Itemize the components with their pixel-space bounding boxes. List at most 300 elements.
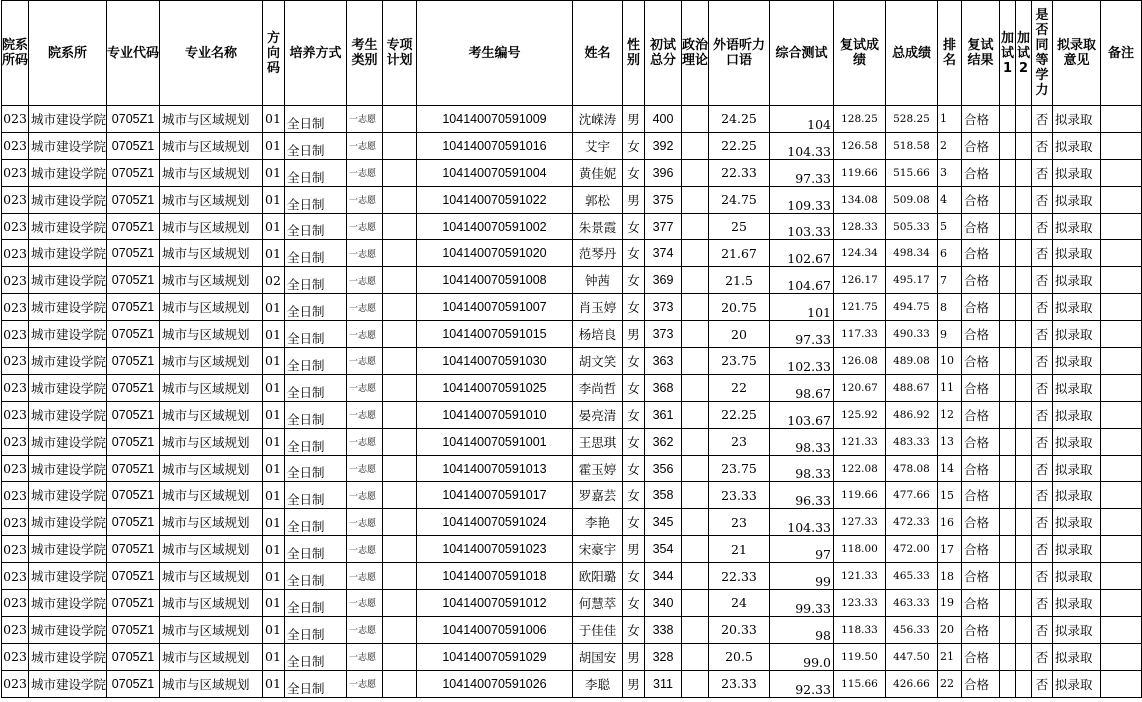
oral-score-cell: 20.75 [709,294,770,321]
special-plan-cell [383,482,417,509]
politics-score-cell [682,455,709,482]
retest-result-cell: 合格 [962,401,1000,428]
student-name-cell: 李聪 [573,670,623,697]
student-name-cell: 王思琪 [573,428,623,455]
extra-test-2-cell [1016,401,1032,428]
extra-test-1-cell [1000,267,1016,294]
header-cell: 考生编号 [417,1,573,106]
special-plan-cell [383,590,417,617]
major-code-cell: 0705Z1 [107,267,160,294]
equivalent-degree-cell: 否 [1032,509,1053,536]
dept-code-cell: 023 [2,670,29,697]
candidate-type-cell: 一志愿 [347,374,383,401]
special-plan-cell [383,455,417,482]
study-mode-cell: 全日制 [285,132,347,159]
major-name-cell: 城市与区域规划 [160,106,263,133]
candidate-id-cell: 104140070591030 [417,348,573,375]
student-name-cell: 何慧萃 [573,590,623,617]
rank-cell: 3 [938,159,962,186]
extra-test-1-cell [1000,186,1016,213]
admission-table [1,0,1142,698]
study-mode-cell: 全日制 [285,240,347,267]
direction-code-cell: 01 [263,590,285,617]
dept-code-cell: 023 [2,240,29,267]
study-mode-cell: 全日制 [285,213,347,240]
remarks-cell [1101,213,1142,240]
candidate-id-cell: 104140070591009 [417,106,573,133]
equivalent-degree-cell: 否 [1032,321,1053,348]
gender-cell: 女 [623,294,645,321]
extra-test-1-cell [1000,240,1016,267]
comprehensive-score-cell: 102.33 [770,348,834,375]
table-row [2,348,1142,375]
admission-opinion-cell: 拟录取 [1053,348,1101,375]
politics-score-cell [682,321,709,348]
total-score-cell: 495.17 [886,267,938,294]
study-mode-cell: 全日制 [285,186,347,213]
extra-test-2-cell [1016,267,1032,294]
oral-score-cell: 22.25 [709,132,770,159]
rank-cell: 2 [938,132,962,159]
extra-test-1-cell [1000,428,1016,455]
remarks-cell [1101,455,1142,482]
special-plan-cell [383,616,417,643]
total-score-cell: 426.66 [886,670,938,697]
dept-code-cell: 023 [2,321,29,348]
student-name-cell: 欧阳璐 [573,563,623,590]
gender-cell: 女 [623,509,645,536]
extra-test-2-cell [1016,455,1032,482]
dept-name-cell: 城市建设学院 [29,348,107,375]
candidate-type-cell: 一志愿 [347,321,383,348]
student-name-cell: 沈嵘涛 [573,106,623,133]
gender-cell: 男 [623,106,645,133]
extra-test-1-cell [1000,455,1016,482]
major-code-cell: 0705Z1 [107,428,160,455]
header-cell: 复试结果 [962,1,1000,106]
retest-result-cell: 合格 [962,670,1000,697]
politics-score-cell [682,670,709,697]
table-row [2,132,1142,159]
politics-score-cell [682,536,709,563]
equivalent-degree-cell: 否 [1032,348,1053,375]
total-score-cell: 494.75 [886,294,938,321]
prelim-score-cell: 338 [645,616,682,643]
major-code-cell: 0705Z1 [107,159,160,186]
retest-result-cell: 合格 [962,106,1000,133]
remarks-cell [1101,374,1142,401]
student-name-cell: 钟茜 [573,267,623,294]
table-row [2,616,1142,643]
candidate-type-cell: 一志愿 [347,106,383,133]
gender-cell: 女 [623,374,645,401]
extra-test-2-cell [1016,186,1032,213]
total-score-cell: 477.66 [886,482,938,509]
major-code-cell: 0705Z1 [107,509,160,536]
major-name-cell: 城市与区域规划 [160,132,263,159]
retest-score-cell: 128.33 [834,213,886,240]
politics-score-cell [682,294,709,321]
remarks-cell [1101,186,1142,213]
extra-test-2-cell [1016,590,1032,617]
comprehensive-score-cell: 104.67 [770,267,834,294]
comprehensive-score-cell: 96.33 [770,482,834,509]
candidate-type-cell: 一志愿 [347,643,383,670]
candidate-type-cell: 一志愿 [347,563,383,590]
prelim-score-cell: 363 [645,348,682,375]
prelim-score-cell: 344 [645,563,682,590]
equivalent-degree-cell: 否 [1032,536,1053,563]
retest-score-cell: 119.66 [834,159,886,186]
candidate-id-cell: 104140070591018 [417,563,573,590]
extra-test-1-cell [1000,616,1016,643]
major-name-cell: 城市与区域规划 [160,455,263,482]
retest-score-cell: 119.50 [834,643,886,670]
direction-code-cell: 01 [263,132,285,159]
retest-score-cell: 115.66 [834,670,886,697]
study-mode-cell: 全日制 [285,267,347,294]
prelim-score-cell: 328 [645,643,682,670]
study-mode-cell: 全日制 [285,616,347,643]
candidate-type-cell: 一志愿 [347,213,383,240]
candidate-id-cell: 104140070591012 [417,590,573,617]
special-plan-cell [383,240,417,267]
extra-test-1-cell [1000,294,1016,321]
study-mode-cell: 全日制 [285,536,347,563]
dept-name-cell: 城市建设学院 [29,132,107,159]
candidate-id-cell: 104140070591015 [417,321,573,348]
extra-test-1-cell [1000,401,1016,428]
comprehensive-score-cell: 99.33 [770,590,834,617]
total-score-cell: 505.33 [886,213,938,240]
admission-opinion-cell: 拟录取 [1053,267,1101,294]
major-name-cell: 城市与区域规划 [160,401,263,428]
candidate-id-cell: 104140070591002 [417,213,573,240]
candidate-id-cell: 104140070591010 [417,401,573,428]
remarks-cell [1101,159,1142,186]
prelim-score-cell: 373 [645,294,682,321]
oral-score-cell: 23 [709,428,770,455]
header-cell: 是否同等学力 [1032,1,1053,106]
rank-cell: 22 [938,670,962,697]
total-score-cell: 489.08 [886,348,938,375]
remarks-cell [1101,267,1142,294]
extra-test-2-cell [1016,213,1032,240]
dept-name-cell: 城市建设学院 [29,670,107,697]
extra-test-2-cell [1016,374,1032,401]
direction-code-cell: 02 [263,267,285,294]
retest-result-cell: 合格 [962,186,1000,213]
direction-code-cell: 01 [263,509,285,536]
retest-result-cell: 合格 [962,321,1000,348]
remarks-cell [1101,106,1142,133]
oral-score-cell: 20 [709,321,770,348]
candidate-type-cell: 一志愿 [347,348,383,375]
candidate-id-cell: 104140070591017 [417,482,573,509]
table-row [2,267,1142,294]
extra-test-2-cell [1016,643,1032,670]
major-name-cell: 城市与区域规划 [160,509,263,536]
politics-score-cell [682,267,709,294]
major-name-cell: 城市与区域规划 [160,348,263,375]
remarks-cell [1101,670,1142,697]
header-cell: 复试成绩 [834,1,886,106]
dept-code-cell: 023 [2,106,29,133]
retest-score-cell: 125.92 [834,401,886,428]
extra-test-1-cell [1000,643,1016,670]
equivalent-degree-cell: 否 [1032,590,1053,617]
study-mode-cell: 全日制 [285,428,347,455]
comprehensive-score-cell: 104 [770,106,834,133]
extra-test-2-cell [1016,159,1032,186]
direction-code-cell: 01 [263,240,285,267]
major-code-cell: 0705Z1 [107,536,160,563]
dept-name-cell: 城市建设学院 [29,159,107,186]
admission-opinion-cell: 拟录取 [1053,482,1101,509]
prelim-score-cell: 375 [645,186,682,213]
dept-code-cell: 023 [2,590,29,617]
student-name-cell: 于佳佳 [573,616,623,643]
admission-opinion-cell: 拟录取 [1053,428,1101,455]
rank-cell: 11 [938,374,962,401]
extra-test-2-cell [1016,132,1032,159]
retest-result-cell: 合格 [962,563,1000,590]
dept-name-cell: 城市建设学院 [29,616,107,643]
special-plan-cell [383,106,417,133]
rank-cell: 7 [938,267,962,294]
gender-cell: 男 [623,536,645,563]
retest-score-cell: 120.67 [834,374,886,401]
comprehensive-score-cell: 104.33 [770,509,834,536]
candidate-type-cell: 一志愿 [347,536,383,563]
header-cell: 姓名 [573,1,623,106]
table-row [2,428,1142,455]
header-cell: 综合测试 [770,1,834,106]
gender-cell: 男 [623,643,645,670]
dept-name-cell: 城市建设学院 [29,106,107,133]
equivalent-degree-cell: 否 [1032,213,1053,240]
equivalent-degree-cell: 否 [1032,132,1053,159]
dept-name-cell: 城市建设学院 [29,374,107,401]
politics-score-cell [682,563,709,590]
table-row [2,401,1142,428]
comprehensive-score-cell: 99.0 [770,643,834,670]
candidate-type-cell: 一志愿 [347,428,383,455]
extra-test-1-cell [1000,563,1016,590]
equivalent-degree-cell: 否 [1032,482,1053,509]
oral-score-cell: 22.33 [709,159,770,186]
dept-name-cell: 城市建设学院 [29,321,107,348]
major-code-cell: 0705Z1 [107,294,160,321]
header-cell: 初试总分 [645,1,682,106]
retest-result-cell: 合格 [962,428,1000,455]
oral-score-cell: 24.75 [709,186,770,213]
student-name-cell: 艾宇 [573,132,623,159]
major-name-cell: 城市与区域规划 [160,563,263,590]
dept-code-cell: 023 [2,455,29,482]
admission-opinion-cell: 拟录取 [1053,374,1101,401]
header-cell: 总成绩 [886,1,938,106]
dept-code-cell: 023 [2,563,29,590]
dept-code-cell: 023 [2,401,29,428]
special-plan-cell [383,536,417,563]
oral-score-cell: 24.25 [709,106,770,133]
gender-cell: 女 [623,563,645,590]
dept-name-cell: 城市建设学院 [29,240,107,267]
oral-score-cell: 22.25 [709,401,770,428]
rank-cell: 17 [938,536,962,563]
total-score-cell: 483.33 [886,428,938,455]
rank-cell: 8 [938,294,962,321]
admission-opinion-cell: 拟录取 [1053,294,1101,321]
dept-code-cell: 023 [2,643,29,670]
special-plan-cell [383,670,417,697]
direction-code-cell: 01 [263,321,285,348]
extra-test-1-cell [1000,482,1016,509]
major-code-cell: 0705Z1 [107,563,160,590]
remarks-cell [1101,563,1142,590]
rank-cell: 6 [938,240,962,267]
major-code-cell: 0705Z1 [107,186,160,213]
total-score-cell: 488.67 [886,374,938,401]
major-code-cell: 0705Z1 [107,106,160,133]
prelim-score-cell: 368 [645,374,682,401]
study-mode-cell: 全日制 [285,670,347,697]
extra-test-1-cell [1000,509,1016,536]
extra-test-2-cell [1016,482,1032,509]
politics-score-cell [682,616,709,643]
special-plan-cell [383,563,417,590]
politics-score-cell [682,374,709,401]
extra-test-2-cell [1016,294,1032,321]
total-score-cell: 490.33 [886,321,938,348]
politics-score-cell [682,186,709,213]
major-name-cell: 城市与区域规划 [160,267,263,294]
student-name-cell: 宋豪宇 [573,536,623,563]
header-cell: 排名 [938,1,962,106]
table-row [2,590,1142,617]
table-row [2,536,1142,563]
oral-score-cell: 23.75 [709,348,770,375]
equivalent-degree-cell: 否 [1032,267,1053,294]
special-plan-cell [383,348,417,375]
politics-score-cell [682,401,709,428]
oral-score-cell: 23.33 [709,482,770,509]
retest-result-cell: 合格 [962,590,1000,617]
study-mode-cell: 全日制 [285,590,347,617]
equivalent-degree-cell: 否 [1032,616,1053,643]
retest-result-cell: 合格 [962,240,1000,267]
special-plan-cell [383,132,417,159]
admission-opinion-cell: 拟录取 [1053,240,1101,267]
politics-score-cell [682,106,709,133]
candidate-id-cell: 104140070591016 [417,132,573,159]
header-cell: 专项计划 [383,1,417,106]
major-code-cell: 0705Z1 [107,616,160,643]
rank-cell: 13 [938,428,962,455]
gender-cell: 女 [623,132,645,159]
direction-code-cell: 01 [263,428,285,455]
extra-test-2-cell [1016,106,1032,133]
oral-score-cell: 25 [709,213,770,240]
oral-score-cell: 22.33 [709,563,770,590]
extra-test-2-cell [1016,348,1032,375]
total-score-cell: 472.00 [886,536,938,563]
retest-result-cell: 合格 [962,132,1000,159]
equivalent-degree-cell: 否 [1032,670,1053,697]
dept-name-cell: 城市建设学院 [29,482,107,509]
extra-test-1-cell [1000,106,1016,133]
candidate-id-cell: 104140070591025 [417,374,573,401]
table-row [2,106,1142,133]
direction-code-cell: 01 [263,186,285,213]
major-name-cell: 城市与区域规划 [160,374,263,401]
comprehensive-score-cell: 101 [770,294,834,321]
comprehensive-score-cell: 103.67 [770,401,834,428]
candidate-id-cell: 104140070591007 [417,294,573,321]
remarks-cell [1101,401,1142,428]
prelim-score-cell: 354 [645,536,682,563]
study-mode-cell: 全日制 [285,643,347,670]
admission-opinion-cell: 拟录取 [1053,132,1101,159]
dept-name-cell: 城市建设学院 [29,536,107,563]
comprehensive-score-cell: 109.33 [770,186,834,213]
politics-score-cell [682,643,709,670]
rank-cell: 9 [938,321,962,348]
total-score-cell: 518.58 [886,132,938,159]
admission-opinion-cell: 拟录取 [1053,213,1101,240]
major-name-cell: 城市与区域规划 [160,482,263,509]
rank-cell: 1 [938,106,962,133]
extra-test-1-cell [1000,213,1016,240]
student-name-cell: 胡国安 [573,643,623,670]
major-code-cell: 0705Z1 [107,240,160,267]
major-code-cell: 0705Z1 [107,348,160,375]
comprehensive-score-cell: 97.33 [770,159,834,186]
rank-cell: 18 [938,563,962,590]
candidate-type-cell: 一志愿 [347,670,383,697]
table-row [2,455,1142,482]
prelim-score-cell: 340 [645,590,682,617]
major-code-cell: 0705Z1 [107,213,160,240]
comprehensive-score-cell: 98.33 [770,428,834,455]
student-name-cell: 胡文笑 [573,348,623,375]
comprehensive-score-cell: 104.33 [770,132,834,159]
dept-name-cell: 城市建设学院 [29,643,107,670]
prelim-score-cell: 392 [645,132,682,159]
header-cell: 院系所 [29,1,107,106]
header-cell: 培养方式 [285,1,347,106]
dept-code-cell: 023 [2,213,29,240]
total-score-cell: 472.33 [886,509,938,536]
candidate-type-cell: 一志愿 [347,240,383,267]
gender-cell: 女 [623,482,645,509]
retest-score-cell: 123.33 [834,590,886,617]
candidate-type-cell: 一志愿 [347,186,383,213]
politics-score-cell [682,590,709,617]
special-plan-cell [383,428,417,455]
rank-cell: 10 [938,348,962,375]
dept-name-cell: 城市建设学院 [29,563,107,590]
extra-test-1-cell [1000,670,1016,697]
rank-cell: 14 [938,455,962,482]
dept-code-cell: 023 [2,294,29,321]
prelim-score-cell: 356 [645,455,682,482]
student-name-cell: 杨培良 [573,321,623,348]
table-body [2,106,1142,698]
table-row [2,482,1142,509]
gender-cell: 男 [623,186,645,213]
